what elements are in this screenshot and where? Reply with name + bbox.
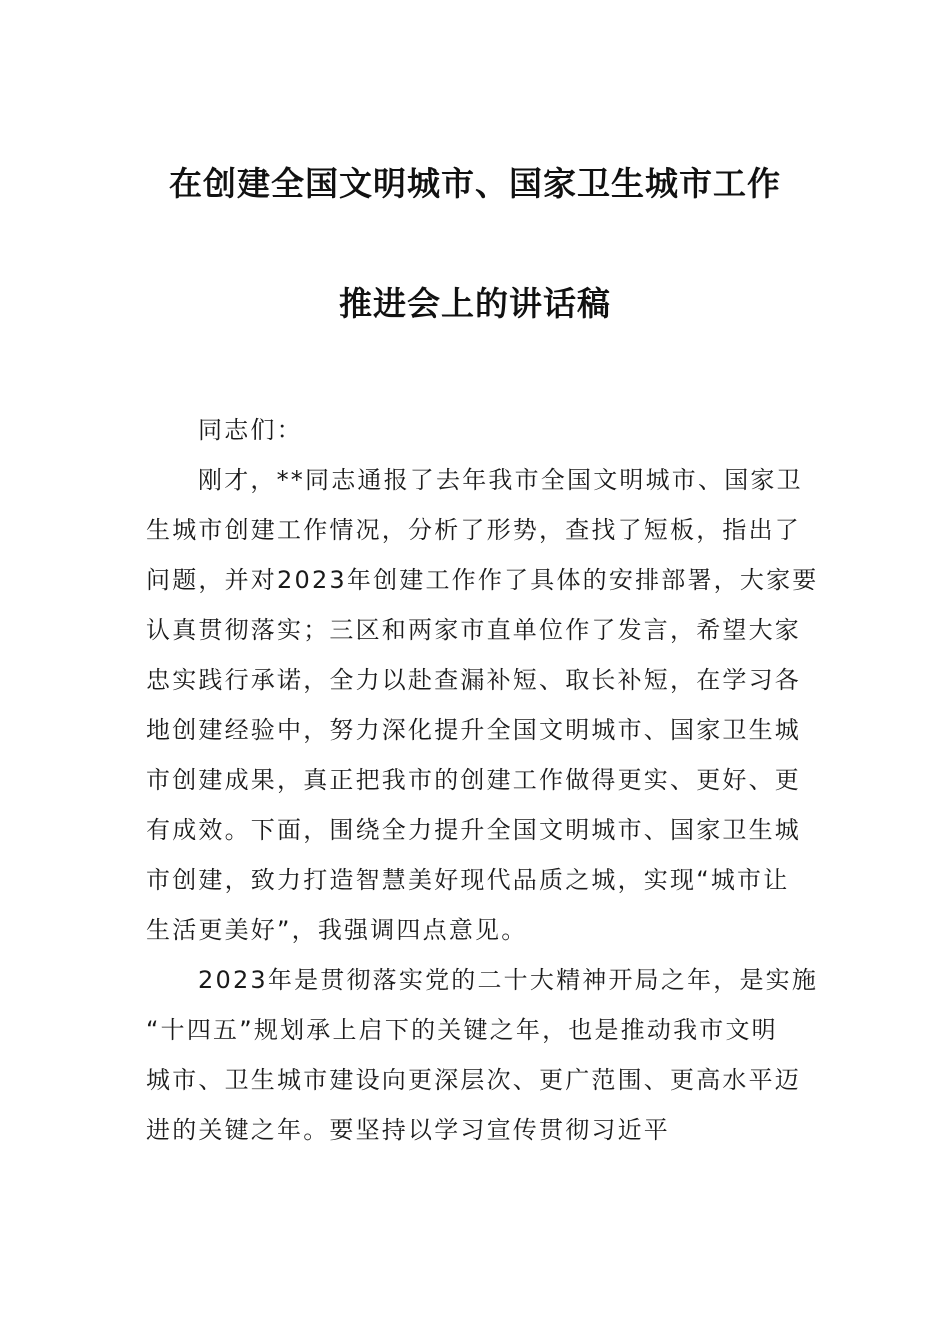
paragraph-1-line: 忠实践行承诺，全力以赴查漏补短、取长补短，在学习各 xyxy=(146,666,801,694)
paragraph-1-line: 刚才，**同志通报了去年我市全国文明城市、国家卫 xyxy=(198,466,803,494)
paragraph-1-line: 有成效。下面，围绕全力提升全国文明城市、国家卫生城 xyxy=(146,816,801,844)
paragraph-1-line: 问题，并对2023年创建工作作了具体的安排部署，大家要 xyxy=(146,566,819,594)
paragraph-2-line: “十四五”规划承上启下的关键之年，也是推动我市文明 xyxy=(146,1016,778,1044)
paragraph-1-line: 生活更美好”，我强调四点意见。 xyxy=(146,916,528,944)
paragraph-1-line: 生城市创建工作情况，分析了形势，查找了短板，指出了 xyxy=(146,516,801,544)
paragraph-1-line: 市创建，致力打造智慧美好现代品质之城，实现“城市让 xyxy=(146,866,790,894)
salutation: 同志们： xyxy=(198,416,303,444)
paragraph-2-line: 2023年是贯彻落实党的二十大精神开局之年，是实施 xyxy=(198,966,819,994)
paragraph-1-line: 地创建经验中，努力深化提升全国文明城市、国家卫生城 xyxy=(146,716,801,744)
paragraph-2-line: 进的关键之年。要坚持以学习宣传贯彻习近平 xyxy=(146,1116,670,1144)
document-title-line-2: 推进会上的讲话稿 xyxy=(339,284,611,323)
paragraph-2-line: 城市、卫生城市建设向更深层次、更广范围、更高水平迈 xyxy=(146,1066,801,1094)
document-title-line-1: 在创建全国文明城市、国家卫生城市工作 xyxy=(169,164,781,203)
paragraph-1-line: 认真贯彻落实；三区和两家市直单位作了发言，希望大家 xyxy=(146,616,801,644)
paragraph-1-line: 市创建成果，真正把我市的创建工作做得更实、更好、更 xyxy=(146,766,801,794)
